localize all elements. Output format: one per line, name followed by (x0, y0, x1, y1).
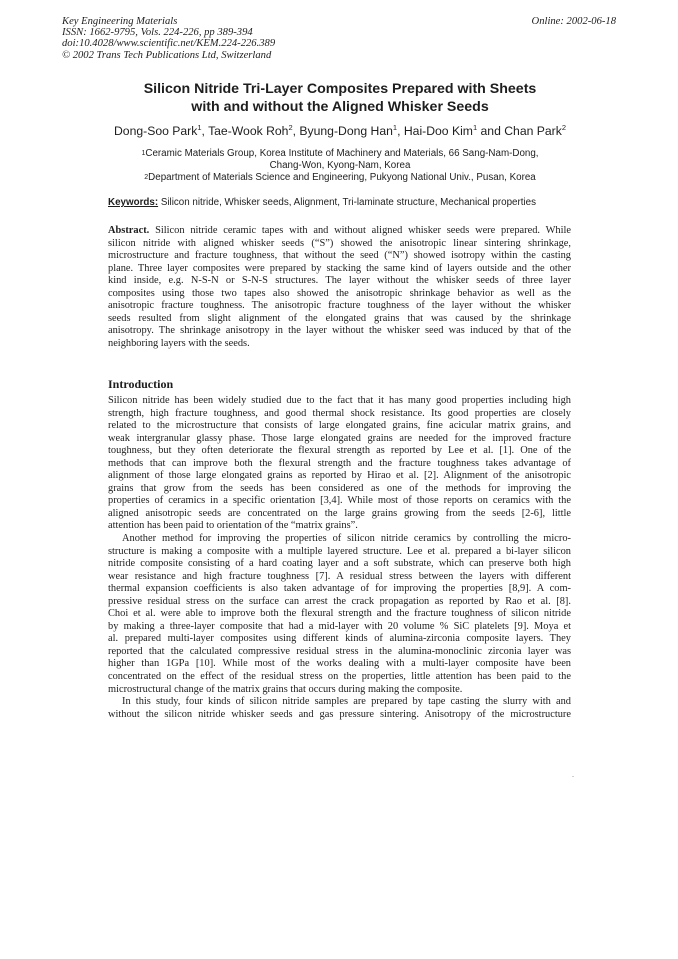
body-line: weak intergranular glassy phase. Those large elongated grains are needed for the improved fracture (108, 432, 571, 444)
abstract-line: seeds resulted from slight alignment of the elongated grains that was caused by the shrinkage (108, 312, 571, 324)
body-line: Another method for improving the properties of silicon nitride ceramics by controlling the micro- (122, 533, 571, 545)
abstract-line: plane. Three layer composites were prepared by stacking the same kind of layers outside and the other (108, 262, 571, 274)
scan-speck (572, 776, 574, 777)
journal-name: Key Engineering Materials (62, 16, 178, 27)
author-separator: , (201, 124, 209, 138)
author-name: Dong-Soo Park (114, 124, 198, 138)
author-separator: , (292, 124, 300, 138)
abstract-line: kind inside, e.g. N-S-N or S-N-S structures. The layer without the whisker seeds of three layer (108, 275, 571, 287)
body-line: alignment of those large elongated grains as reported by Hirao et al. [2]. Alignment of the anisotropic (108, 470, 571, 482)
author-separator: and (477, 124, 505, 138)
affiliation-text: Ceramic Materials Group, Korea Institute of Machinery and Materials, 66 Sang-Nam-Dong, (145, 148, 539, 159)
author-name: Byung-Dong Han (299, 124, 393, 138)
body-line: strength, high fracture toughness, and good thermal shock resistance. Its good properties are closely (108, 407, 571, 419)
body-line: structure is making a composite with a multiple layered structure. Lee et al. prepared a bi-layer silicon (108, 545, 571, 557)
introduction-body (108, 395, 571, 721)
affiliation-mark: 1 (392, 123, 398, 132)
author-list (62, 124, 618, 138)
keywords (108, 197, 568, 208)
doi-line: doi:10.4028/www.scientific.net/KEM.224-226.389 (62, 38, 276, 50)
abstract-line: anisotropic fracture toughness. The anisotropic fracture toughness of the layer without the whisker (108, 300, 571, 312)
author-separator: , (397, 124, 404, 138)
keywords-text: Silicon nitride, Whisker seeds, Alignment, Tri-laminate structure, Mechanical properties (160, 197, 536, 208)
body-line: grains that grow from the seeds has been considered as one of the methods for improving the (108, 482, 571, 494)
abstract-line: neighboring layers with the seeds. (108, 337, 250, 349)
body-line: methods that can improve both the flexural strength and the fracture toughness takes advantage of (108, 457, 571, 469)
abstract-label: Abstract. (108, 225, 150, 236)
body-line: Choi et al. were able to improve both the flexural strength and the fracture toughness of silicon nitride (108, 608, 571, 620)
affiliation-mark: 2 (288, 123, 293, 132)
affiliation-mark: 1 (141, 150, 146, 157)
abstract-line: silicon nitride with aligned whisker seeds (“S”) showed the anisotropic linear sintering shrinkage, (108, 237, 571, 249)
body-line: nitride composite consisting of a hard coating layer and a soft substrate, which can preserve both high (108, 558, 571, 570)
body-line: attention has been paid to orientation of the “matrix grains”. (108, 520, 358, 532)
author-name: Hai-Doo Kim (403, 124, 473, 138)
keywords-label: Keywords: (108, 197, 159, 208)
abstract-line: microstructure and fracture toughness, that without the seed (“N”) showed isotropy within the casting (108, 250, 571, 262)
body-line: properties of ceramics in a specific orientation [3,4]. While most of those reports on ceramics with the (108, 495, 571, 507)
issn-line: ISSN: 1662-9795, Vols. 224-226, pp 389-394 (62, 27, 253, 39)
affiliation-2 (62, 172, 618, 184)
body-line: by making a three-layer composite that had a mid-layer with 20 volume % SiC platelets [9]. Moya et (108, 620, 571, 632)
body-line: wear resistance and high fracture toughness [7]. A residual stress between the layers with different (108, 570, 571, 582)
author-name: Tae-Wook Roh (208, 124, 289, 138)
affiliation-mark: 1 (472, 123, 478, 132)
body-line: higher than 1GPa [10]. While most of the works dealing with a multi-layer composite have been (108, 658, 571, 670)
body-line: toughness, but they often deteriorate the flexural strength as reported by Lee et al. [1]. One of the (108, 445, 571, 457)
body-line: microstructural change of the matrix grains that occurs during making the composite. (108, 683, 463, 695)
body-line: Silicon nitride has been widely studied due to the fact that it has many good properties including high (108, 395, 571, 406)
body-line: al. prepared multi-layer composites using different kinds of alumina-zirconia composite layers. They (108, 633, 571, 645)
affiliation-mark: 1 (197, 123, 202, 132)
abstract-line: composites using those two tapes also showed the anisotropic shrinkage behavior as well as the (108, 287, 571, 299)
title-line: with and without the Aligned Whisker Seeds (191, 99, 489, 115)
author-name: Chan Park (504, 124, 562, 138)
body-line: In this study, four kinds of silicon nitride samples are prepared by tape casting the slurry with and (122, 696, 571, 708)
abstract-line: anisotropy. The shrinkage anisotropy in the layer without the whisker seed was induced by that of the (108, 325, 571, 337)
affiliation-line (62, 148, 618, 160)
abstract (108, 225, 571, 350)
affiliation-1 (62, 148, 618, 172)
body-line: concentrated on the effect of the residual stress on the properties, little attention has been paid to the (108, 671, 571, 683)
introduction-heading: Introduction (108, 377, 174, 391)
body-line: thermal expansion coefficients is also taken advantage of for improving the properties [8,9]. A com- (108, 583, 571, 595)
body-line: pressive residual stress on the surface can arrest the crack propagation as reported by Rao et al. [8]. (108, 595, 571, 607)
paper-title (62, 80, 618, 116)
copyright-line: © 2002 Trans Tech Publications Ltd, Switzerland (62, 49, 272, 61)
abstract-text: Silicon nitride ceramic tapes with and without aligned whisker seeds were prepared. While (155, 225, 571, 236)
abstract-line (108, 225, 571, 238)
affiliation-text: Department of Materials Science and Engineering, Pukyong National Univ., Pusan, Korea (148, 172, 536, 183)
body-line: without the silicon nitride whisker seeds and gas pressure sintering. Anisotropy of the microstructure (108, 708, 571, 720)
affiliation-line (62, 172, 618, 184)
journal-header (62, 16, 616, 61)
body-line: aligned anisotropic seeds are concentrated on the large grains growing from the seeds [2-6], little (108, 507, 571, 519)
affiliation-mark: 2 (144, 174, 149, 181)
online-date: Online: 2002-06-18 (531, 16, 616, 27)
title-line: Silicon Nitride Tri-Layer Composites Prepared with Sheets (143, 81, 537, 97)
body-line: reported that the calculated compressive residual stress in the alumina-monoclinic zirconia layer was (108, 645, 571, 657)
affiliation-line: Chang-Won, Kyong-Nam, Korea (269, 160, 411, 171)
affiliation-mark: 2 (561, 123, 566, 132)
body-line: related to the microstructure that consists of large elongated grains, fine acicular matrix grains, and (108, 420, 571, 432)
